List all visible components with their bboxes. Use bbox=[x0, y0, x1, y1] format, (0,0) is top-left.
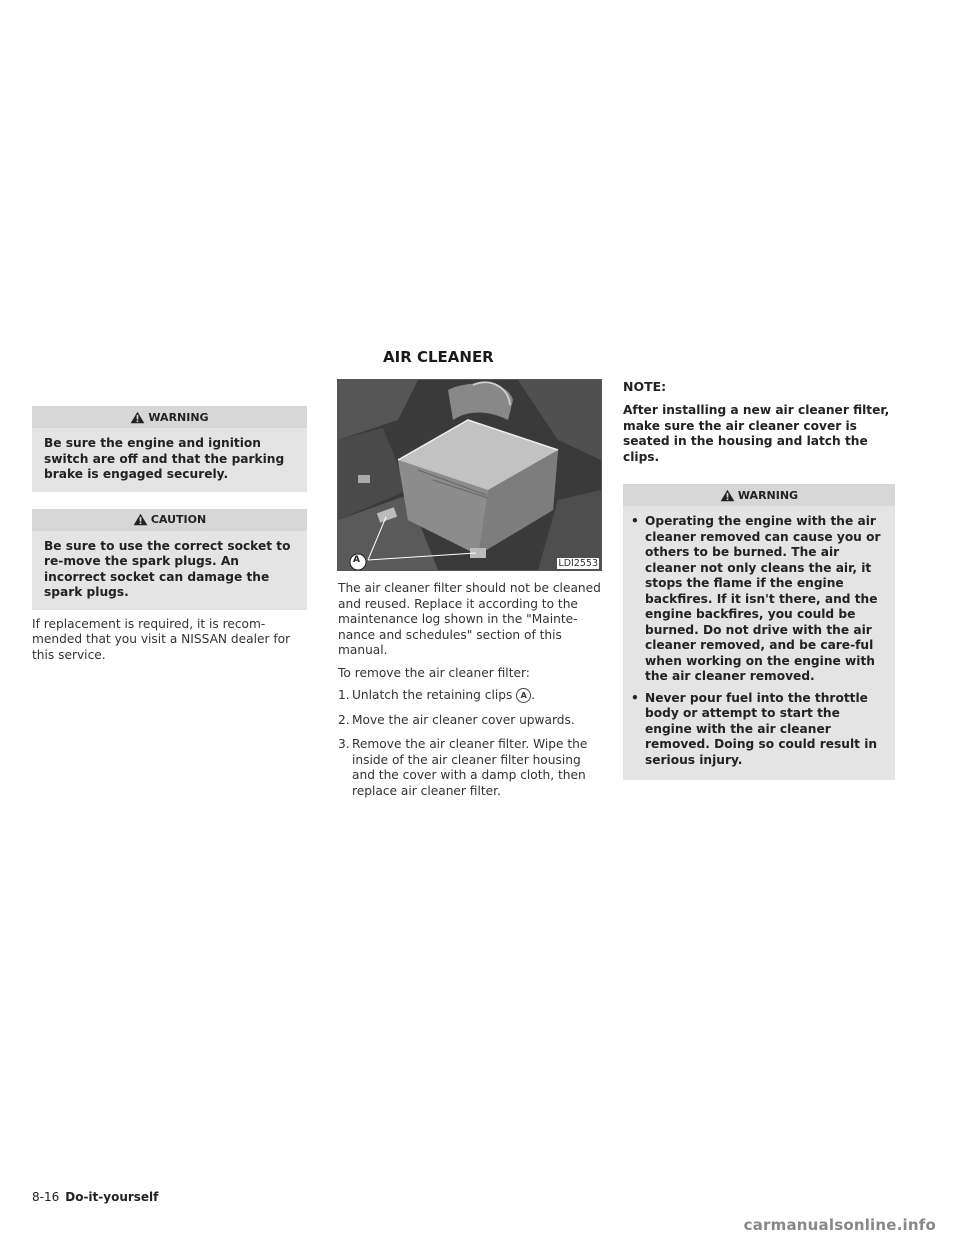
step-1-text: Unlatch the retaining clips bbox=[352, 688, 513, 702]
note-text: After installing a new air cleaner filter, make sure the air cleaner cover is seated in the housing and latch the clips. bbox=[623, 403, 890, 464]
watermark: carmanualsonline.info bbox=[743, 1216, 936, 1234]
steps-list bbox=[338, 688, 602, 799]
engine-bay-illustration bbox=[338, 380, 601, 570]
remove-intro: To remove the air cleaner filter: bbox=[338, 665, 530, 680]
step-text: Move the air cleaner cover upwards. bbox=[352, 712, 575, 727]
step-2 bbox=[338, 713, 602, 729]
bullet: • bbox=[631, 690, 639, 705]
section-title: AIR CLEANER bbox=[383, 348, 494, 366]
caution-triangle-icon bbox=[133, 513, 148, 526]
warning-item bbox=[631, 514, 885, 685]
step-number: 2. bbox=[338, 712, 350, 727]
warning-item bbox=[631, 691, 885, 769]
step-text: Remove the air cleaner filter. Wipe the inside of the air cleaner filter housing and the cover with a damp cloth, then replace air cleaner filter. bbox=[352, 737, 588, 798]
warning-item-text: Never pour fuel into the throttle body or attempt to start the engine with the air cleaner removed. Doing so could result in serious injury. bbox=[645, 690, 878, 767]
middle-column-text bbox=[338, 581, 602, 802]
warning-list bbox=[623, 506, 895, 780]
page-number: 8-16 bbox=[32, 1190, 60, 1204]
chapter-name: Do-it-yourself bbox=[65, 1190, 159, 1204]
step-text bbox=[352, 688, 535, 704]
warning-triangle-icon bbox=[130, 411, 145, 424]
right-column bbox=[623, 379, 895, 780]
warning-box-right bbox=[623, 484, 895, 780]
step-1 bbox=[338, 688, 602, 704]
figure-callout-a: A bbox=[353, 555, 360, 565]
step-1-suffix: . bbox=[531, 688, 536, 702]
warning-text: Be sure the engine and ignition switch are off and that the parking brake is engaged securely. bbox=[32, 428, 307, 492]
warning-triangle-icon bbox=[720, 489, 735, 502]
step-number: 3. bbox=[338, 737, 350, 751]
warning-box-header bbox=[623, 484, 895, 506]
figure-code: LDI2553 bbox=[558, 558, 598, 569]
caution-box bbox=[32, 509, 307, 610]
warning-box-header bbox=[32, 406, 307, 428]
air-cleaner-figure bbox=[337, 379, 602, 571]
left-column bbox=[32, 406, 307, 663]
caution-text: Be sure to use the correct socket to re-move the spark plugs. An incorrect socket can damage the spark plugs. bbox=[32, 531, 307, 610]
step-number: 1. bbox=[338, 688, 350, 702]
warning-heading: WARNING bbox=[737, 488, 799, 502]
caution-heading: CAUTION bbox=[150, 513, 207, 526]
filter-paragraph: The air cleaner filter should not be cleaned and reused. Replace it according to the maintenance log shown in the "Mainte-nance and schedules" section of this manual. bbox=[338, 581, 601, 657]
bullet: • bbox=[631, 514, 639, 528]
step-3 bbox=[338, 737, 602, 799]
caution-box-header bbox=[32, 509, 307, 531]
warning-heading: WARNING bbox=[148, 410, 209, 424]
replacement-paragraph: If replacement is required, it is recom-mended that you visit a NISSAN dealer for this service. bbox=[32, 616, 291, 662]
warning-item-text: Operating the engine with the air cleaner removed can cause you or others to be burned. The air cleaner not only cleans the air, it stops the flame if the engine backfires. If it isn't there, and the engine backfires, you could be burned. Do not drive with the air cleaner removed, and be care-ful when working on the engine with the air cleaner removed. bbox=[645, 514, 881, 683]
page-footer bbox=[32, 1190, 158, 1204]
warning-box bbox=[32, 406, 307, 492]
callout-a-icon: A bbox=[516, 688, 531, 703]
note-label: NOTE: bbox=[623, 379, 667, 394]
